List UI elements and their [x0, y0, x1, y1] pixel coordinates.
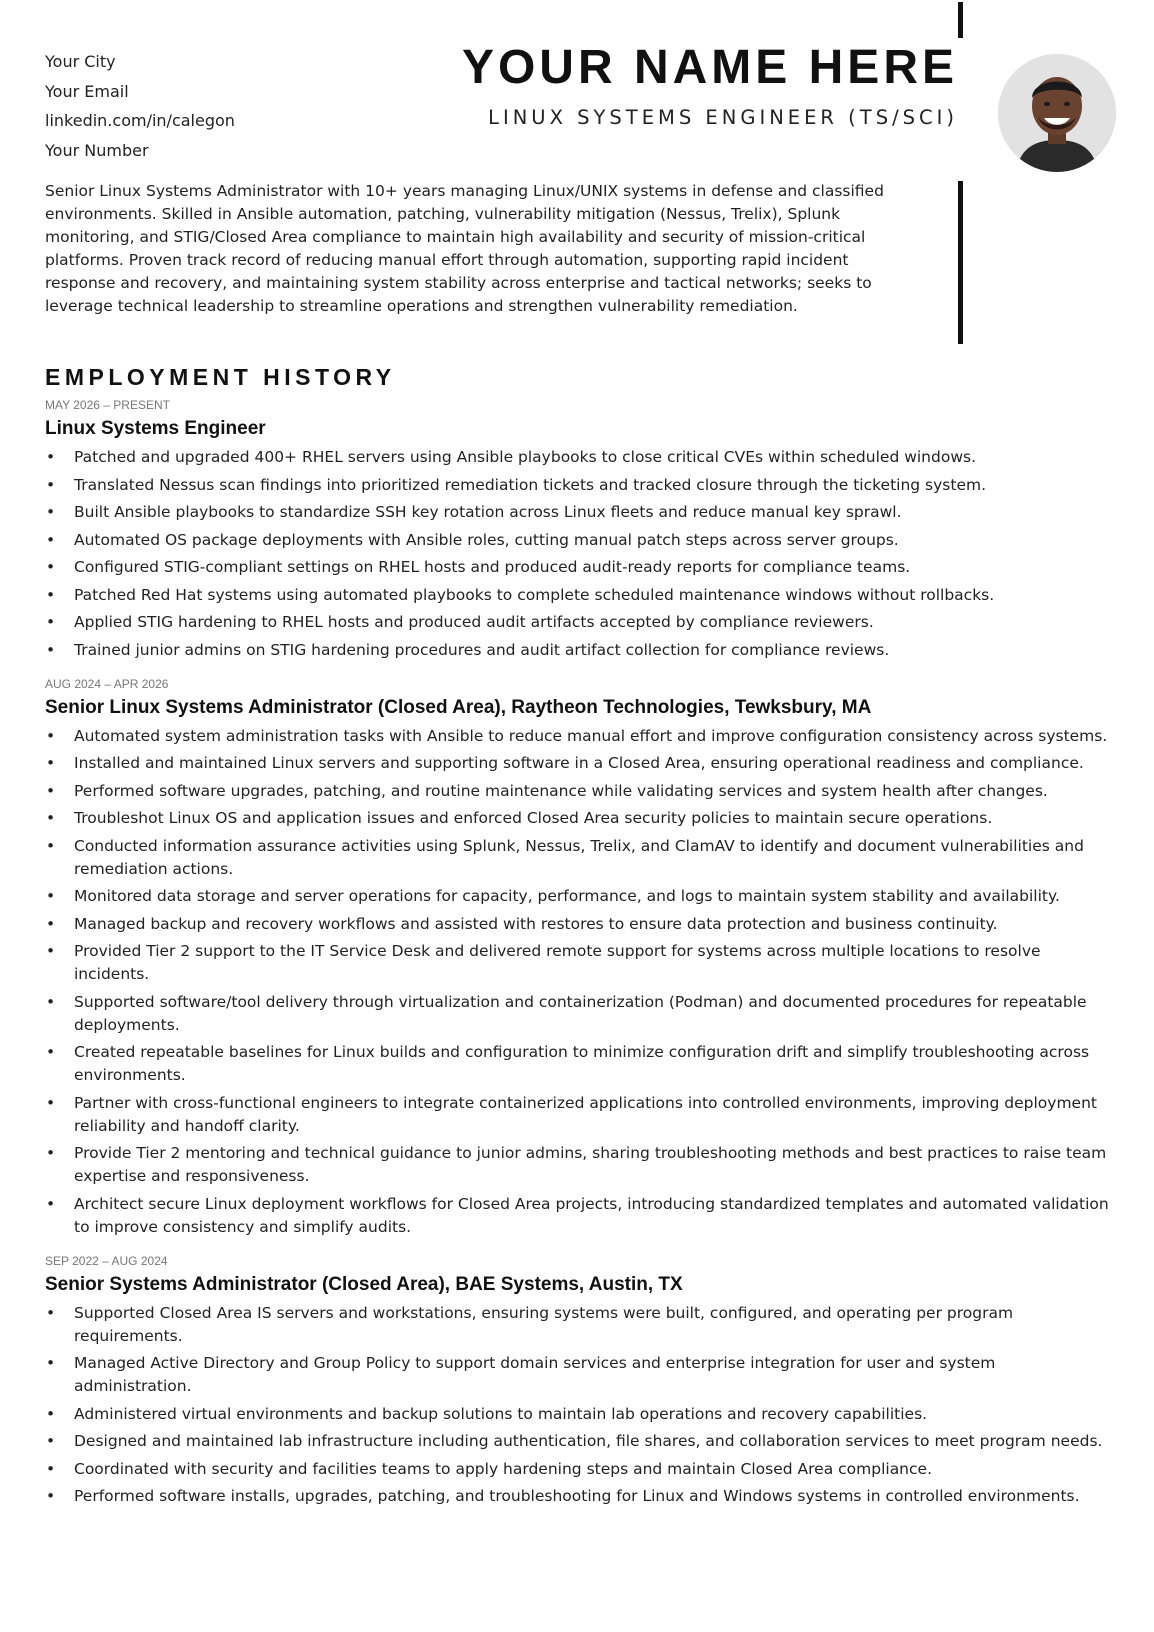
job-bullet: • Troubleshot Linux OS and application issues and enforced Closed Area security policies to maintain secure operations. [45, 807, 1115, 830]
job-bullet: • Conducted information assurance activities using Splunk, Nessus, Trelix, and ClamAV to identify and document vulnerabilities and remediation actions. [45, 835, 1115, 881]
contact-phone: Your Number [45, 140, 149, 160]
job-entry [45, 676, 1115, 1239]
job-bullet: • Monitored data storage and server operations for capacity, performance, and logs to maintain system stability and availability. [45, 885, 1115, 908]
job-bullet: • Managed Active Directory and Group Policy to support domain services and enterprise integration for user and system administration. [45, 1352, 1115, 1398]
employment-heading: EMPLOYMENT HISTORY [45, 364, 396, 390]
job-bullet: • Managed backup and recovery workflows and assisted with restores to ensure data protection and business continuity. [45, 913, 1115, 936]
job-bullet: • Architect secure Linux deployment workflows for Closed Area projects, introducing standardized templates and automated validation to improve consistency and simplify audits. [45, 1193, 1115, 1239]
job-bullets [45, 725, 1115, 1239]
profile-photo [998, 54, 1116, 172]
job-bullet: • Automated OS package deployments with Ansible roles, cutting manual patch steps across server groups. [45, 529, 1115, 552]
job-role: Linux Systems Engineer [45, 418, 266, 439]
job-bullet: • Created repeatable baselines for Linux builds and configuration to minimize configuration drift and simplify troubleshooting across environments. [45, 1041, 1115, 1087]
contact-linkedin: linkedin.com/in/calegon [45, 111, 235, 130]
job-role: Senior Systems Administrator (Closed Area), BAE Systems, Austin, TX [45, 1273, 683, 1295]
contact-city: Your City [45, 52, 116, 71]
job-bullet: • Designed and maintained lab infrastructure including authentication, file shares, and collaboration services to meet program needs. [45, 1430, 1115, 1453]
profile-photo-illustration [998, 54, 1116, 172]
job-bullet: • Configured STIG-compliant settings on RHEL hosts and produced audit-ready reports for compliance teams. [45, 556, 1115, 579]
job-bullet: • Translated Nessus scan findings into prioritized remediation tickets and tracked closure through the ticketing system. [45, 474, 1115, 497]
job-bullet: • Supported software/tool delivery through virtualization and containerization (Podman) and documented procedures for repeatable deployments. [45, 991, 1115, 1037]
job-bullet: • Performed software installs, upgrades, patching, and troubleshooting for Linux and Windows systems in controlled environments. [45, 1485, 1115, 1508]
job-bullet: • Built Ansible playbooks to standardize SSH key rotation across Linux fleets and reduce manual key sprawl. [45, 501, 1115, 524]
job-bullet: • Installed and maintained Linux servers and supporting software in a Closed Area, ensuring operational readiness and compliance. [45, 752, 1115, 775]
job-list [45, 397, 1115, 1508]
job-bullet: • Performed software upgrades, patching, and routine maintenance while validating services and system health after changes. [45, 780, 1115, 803]
job-bullet: • Trained junior admins on STIG hardening procedures and audit artifact collection for compliance reviews. [45, 639, 1115, 662]
professional-summary: Senior Linux Systems Administrator with 10+ years managing Linux/UNIX systems in defense and classified environments. Skilled in Ansible automation, patching, vulnerability mitigation (Nessus, Trelix), Splunk monitoring, and STIG/Closed Area compliance to maintain high availability and security of mission-critical platforms. Proven track record of reducing manual effort through automation, supporting rapid incident response and recovery, and maintaining system stability across enterprise and tactical networks; seeks to leverage technical leadership to streamline operations and strengthen vulnerability remediation. [45, 182, 884, 315]
job-dates: AUG 2024 – APR 2026 [45, 676, 169, 691]
contact-block [45, 47, 235, 165]
job-bullets [45, 1302, 1115, 1509]
candidate-name: YOUR NAME HERE [461, 41, 958, 94]
job-bullets [45, 446, 1115, 662]
job-dates: MAY 2026 – PRESENT [45, 398, 170, 412]
job-bullet: • Patched and upgraded 400+ RHEL servers using Ansible playbooks to close critical CVEs within scheduled windows. [45, 446, 1115, 469]
header-divider-bottom [958, 181, 963, 344]
header-divider-top [958, 2, 963, 38]
employment-section [45, 364, 1115, 1522]
job-entry [45, 1253, 1115, 1509]
job-bullet: • Automated system administration tasks with Ansible to reduce manual effort and improve configuration consistency across systems. [45, 725, 1115, 748]
job-bullet: • Provide Tier 2 mentoring and technical guidance to junior admins, sharing troubleshooting methods and best practices to raise team expertise and responsiveness. [45, 1142, 1115, 1188]
job-bullet: • Administered virtual environments and backup solutions to maintain lab operations and recovery capabilities. [45, 1403, 1115, 1426]
job-bullet: • Applied STIG hardening to RHEL hosts and produced audit artifacts accepted by compliance reviewers. [45, 611, 1115, 634]
job-dates: SEP 2022 – AUG 2024 [45, 1253, 168, 1268]
contact-email: Your Email [45, 81, 129, 101]
candidate-title: LINUX SYSTEMS ENGINEER (TS/SCI) [488, 106, 958, 129]
job-bullet: • Supported Closed Area IS servers and workstations, ensuring systems were built, configured, and operating per program requirements. [45, 1302, 1115, 1348]
job-bullet: • Provided Tier 2 support to the IT Service Desk and delivered remote support for systems across multiple locations to resolve incidents. [45, 940, 1115, 986]
job-bullet: • Patched Red Hat systems using automated playbooks to complete scheduled maintenance windows without rollbacks. [45, 584, 1115, 607]
job-role: Senior Linux Systems Administrator (Closed Area), Raytheon Technologies, Tewksbury, MA [45, 696, 872, 718]
job-bullet: • Coordinated with security and facilities teams to apply hardening steps and maintain Closed Area compliance. [45, 1458, 1115, 1481]
job-entry [45, 397, 1115, 662]
job-bullet: • Partner with cross-functional engineers to integrate containerized applications into controlled environments, improving deployment reliability and handoff clarity. [45, 1092, 1115, 1138]
